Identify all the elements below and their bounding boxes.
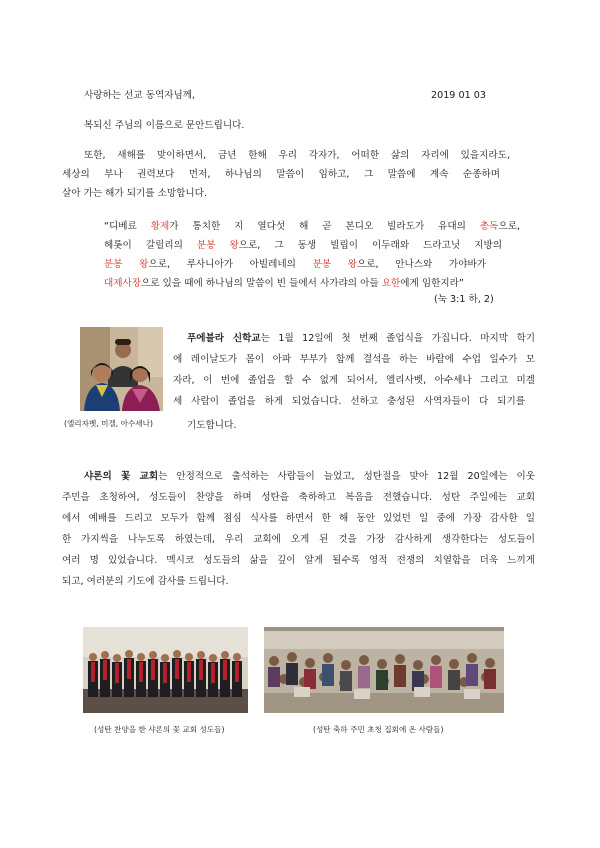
graduates-photo	[80, 327, 163, 411]
church-line-4: 한 가지씩을 나누도록 하였는데, 우리 교회에 오게 된 것을 가장 감사하게 생각한다는 성도들이	[62, 534, 535, 545]
intro-line-1: 또한, 새해를 맞이하면서, 금년 한해 우리 각자가, 어떠한 삶의 자리에 있을지라도,	[84, 150, 510, 161]
scripture-reference: (눅 3:1 하, 2)	[434, 294, 494, 305]
seminary-line-4: 세 사람이 졸업을 하게 되었습니다. 선하고 충성된 사역자들이 다 되기를	[173, 396, 525, 407]
greeting: 사랑하는 선교 동역자님께,	[84, 90, 196, 101]
scripture-line-3: 분봉 왕으로, 루사니아가 아빌레네의 분봉 왕으로, 안나스와 가야바가	[104, 259, 486, 270]
letter-date: 2019 01 03	[431, 90, 486, 101]
choir-photo	[83, 627, 248, 713]
church-line-2: 주민을 초청하여, 성도들이 찬양을 하며 성탄을 축하하고 복음을 전했습니다. 성탄 주일에는 교회	[62, 492, 535, 503]
seminary-line-2: 에 레이날도가 몸이 아파 부부가 함께 결석을 하는 바람에 수업 일수가 모	[173, 354, 535, 365]
gathering-photo	[264, 627, 504, 713]
seminary-line-1: 푸에블라 신학교는 1월 12일에 첫 번째 졸업식을 가집니다. 마지막 학기	[187, 333, 535, 344]
scripture-line-2: 헤롯이 갈릴리의 분봉 왕으로, 그 동생 빌립이 이두래와 드라고닛 지방의	[104, 240, 502, 251]
church-name: 샤론의 꽃 교회	[84, 471, 159, 482]
church-line-5: 여러 명 있었습니다. 멕시코 성도들의 삶을 깊이 알게 될수록 영적 전쟁의 치열함을 더욱 느끼게	[62, 555, 535, 566]
seminary-line-5: 기도합니다.	[187, 420, 237, 431]
scripture-line-1: “디베료 황제가 통치한 지 열다섯 해 곧 본디오 빌라도가 유대의 총독으로,	[104, 221, 521, 232]
church-line-3: 에서 예배를 드리고 모두가 함께 점심 식사를 하면서 한 해 동안 있었던 일 중에 가장 감사한 일	[62, 513, 535, 524]
choir-caption: (성탄 찬양을 한 샤론의 꽃 교회 성도들)	[94, 725, 225, 734]
church-line-6: 되고, 여러분의 기도에 감사를 드립니다.	[62, 576, 229, 587]
graduates-caption: (엘리자벳, 미겔, 아수세나)	[64, 419, 153, 428]
salutation: 복되신 주님의 이름으로 문안드립니다.	[84, 120, 245, 131]
church-line-1: 샤론의 꽃 교회는 안정적으로 출석하는 사람들이 늘었고, 성탄절을 맞아 12월 20일에는 이웃	[84, 471, 535, 482]
intro-line-2: 세상의 부나 권력보다 먼저, 하나님의 말씀이 임하고, 그 말씀에 계속 순종하며	[62, 169, 500, 180]
scripture-line-4: 대제사장으로 있을 때에 하나님의 말씀이 빈 들에서 사가랴의 아들 요한에게 임한지라”	[104, 278, 464, 289]
intro-line-3: 살아 가는 해가 되기를 소망합니다.	[62, 188, 207, 199]
seminary-name: 푸에블라 신학교	[187, 333, 261, 344]
gathering-caption: (성탄 축하 주민 초청 집회에 온 사람들)	[313, 725, 444, 734]
seminary-line-3: 자라, 이 번에 졸업을 할 수 없게 되어서, 엘리사벳, 아수세나 그리고 미겔	[173, 375, 535, 386]
